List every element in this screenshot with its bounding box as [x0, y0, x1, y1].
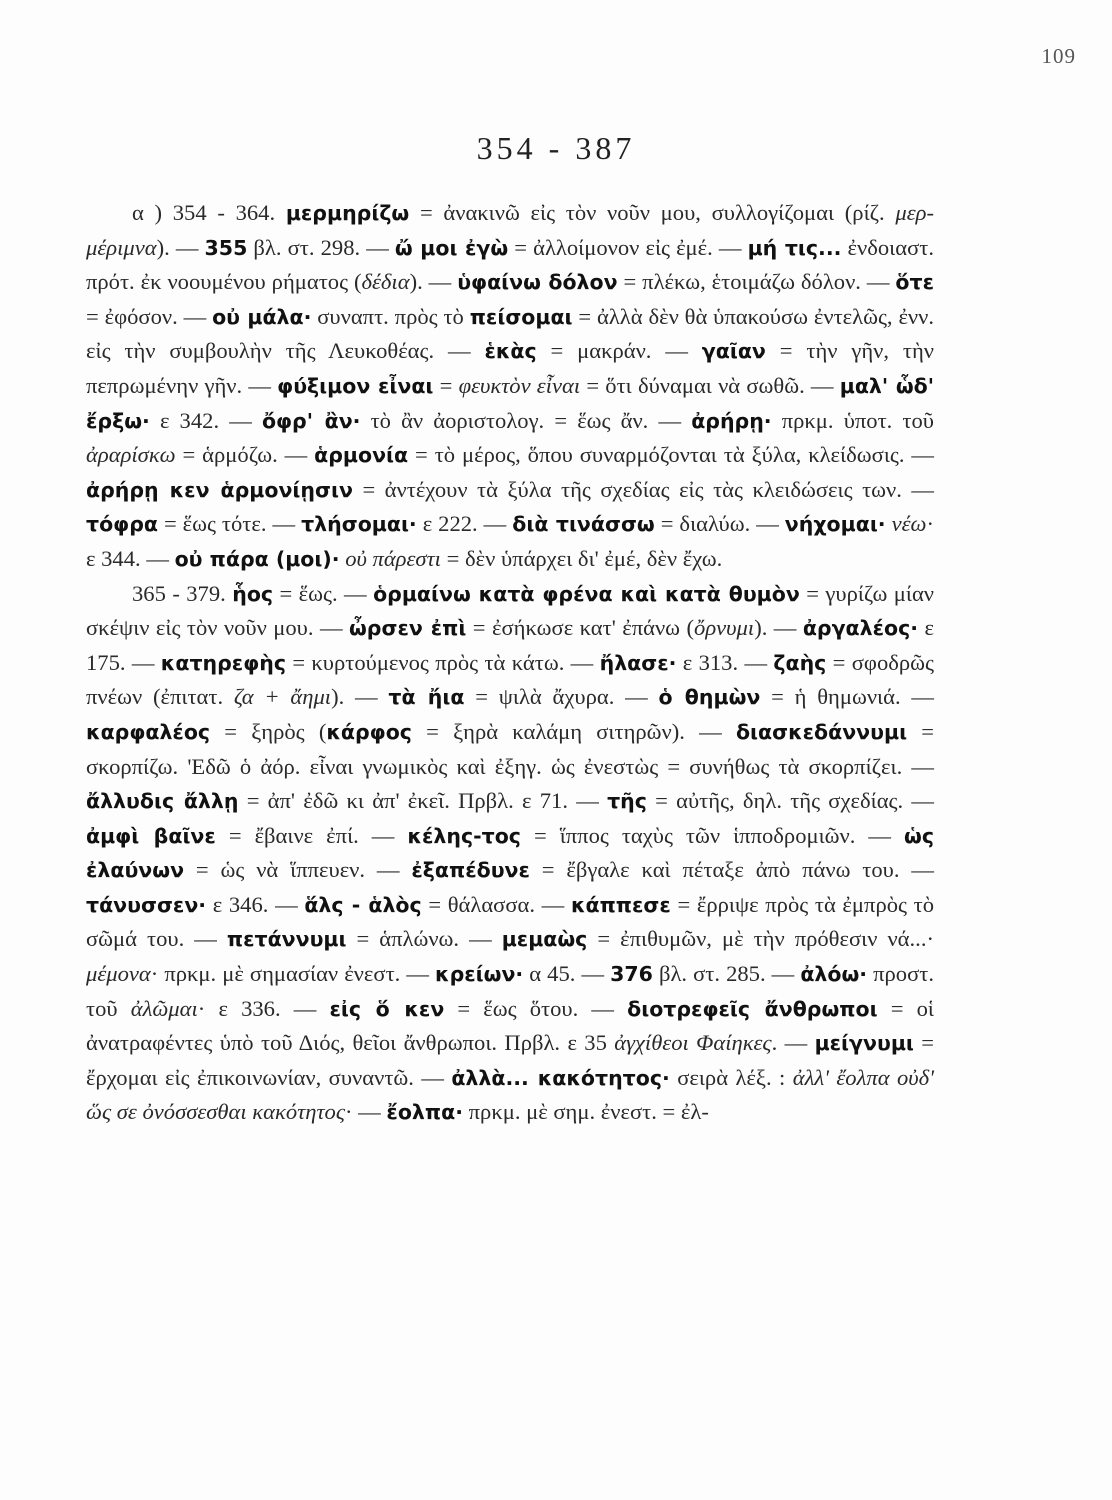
gloss-text: = — [433, 372, 459, 398]
gloss-text: τὸ ἂν ἀοριστολογ. = ἕως ἄν. — — [360, 407, 692, 433]
gloss-text: = ἔρριψε πρὸς τὰ ἐμπρὸς τὸ σῶμά του. — — [86, 891, 934, 952]
italic-form: μέμονα — [86, 961, 151, 987]
lemma-term: πείσομαι — [469, 304, 573, 329]
gloss-text: = ἀλλὰ δὲν θὰ ὑπακούσω ἐντελῶς, ἐνν. εἰς τὴν συμβουλὴν τῆς Λευκοθέας. — — [86, 303, 935, 364]
gloss-text: προστ. τοῦ — [86, 961, 934, 1021]
lemma-term: ἀλλὰ... κακότητος· — [451, 1065, 670, 1090]
lemma-term: μείγνυμι — [814, 1031, 914, 1056]
lemma-term: κάρφος — [326, 719, 412, 744]
italic-form: ζα + ἄημι — [233, 684, 332, 710]
gloss-text: = ἐφόσον. — — [86, 303, 213, 329]
gloss-text: = ξηρὰ καλάμη σιτηρῶν). — — [411, 718, 736, 744]
lemma-term: διὰ τινάσσω — [512, 512, 655, 537]
lemma-term: ζαὴς — [773, 650, 827, 675]
italic-form: ἀραρίσκω — [86, 442, 176, 468]
gloss-text: σειρὰ λέξ. : — [669, 1064, 793, 1090]
lemma-term: τλήσομαι· — [301, 512, 417, 537]
lemma-term: φύξιμον εἶναι — [277, 373, 434, 398]
lemma-term: τὰ ἤια — [388, 685, 465, 710]
gloss-text: πρκμ. ὑποτ. τοῦ — [771, 407, 934, 433]
gloss-text: · — — [345, 1099, 387, 1125]
gloss-text: · ε 344. — — [86, 511, 934, 571]
gloss-text: α ) 354 - 364. — [132, 200, 286, 225]
gloss-text: = θάλασσα. — — [421, 891, 571, 917]
italic-form: οὐ πάρεστι — [345, 545, 441, 571]
lemma-term: ὅτε — [895, 270, 934, 295]
gloss-text: = ἕως. — — [273, 580, 374, 606]
lemma-term: κέλης-τος — [407, 823, 521, 848]
gloss-text: = μακράν. — — [536, 338, 702, 364]
lemma-term: οὐ μάλα· — [212, 304, 312, 329]
lemma-term: ὦρσεν ἐπὶ — [348, 616, 467, 641]
italic-form: ἀγχίθεοι Φαίηκες — [614, 1030, 772, 1056]
gloss-text: = πλέκω, ἑτοιμάζω δόλον. — — [617, 269, 896, 295]
gloss-text: = διαλύω. — — [654, 511, 785, 537]
lemma-term: ὄφρ' ἂν· — [261, 408, 361, 433]
lemma-term: ἤλασε· — [599, 650, 677, 675]
gloss-text: πρκμ. μὲ σημ. ἐνεστ. = ἐλ- — [462, 1099, 709, 1125]
lemma-term: ὡς ἐλαύνων — [86, 823, 935, 883]
gloss-text: συναπτ. πρὸς τὸ — [311, 303, 470, 329]
gloss-text: = κυρτούμενος πρὸς τὰ κάτω. — — [286, 649, 600, 675]
gloss-text: = ἡ θημωνιά. — — [760, 684, 934, 710]
gloss-text: = ἵππος ταχὺς τῶν ἱπποδρομιῶν. — — [520, 822, 905, 848]
lemma-term: τόφρα — [86, 512, 158, 537]
lemma-term: ἀρήρῃ κεν ἁρμονίῃσιν — [86, 477, 353, 502]
lemma-term: καρφαλέος — [86, 719, 211, 744]
gloss-text: · ε 336. — — [197, 995, 330, 1021]
lemma-term: ἄλλυδις ἄλλῃ — [86, 789, 239, 814]
gloss-text: = ἀπ' ἐδῶ κι ἀπ' ἐκεῖ. Πρβλ. ε 71. — — [238, 788, 608, 814]
lemma-term: μή τις... — [747, 235, 842, 260]
gloss-text: = ἕως τότε. — — [157, 511, 302, 537]
lemma-term: κατηρεφὴς — [160, 650, 286, 675]
gloss-text: ). — — [331, 684, 389, 710]
gloss-text: = ἀνακινῶ εἰς τὸν νοῦν μου, συλλογίζομαι (ρίζ. — [409, 200, 896, 225]
commentary-paragraph-365-379 — [86, 577, 934, 1131]
gloss-text: ε 175. — — [86, 615, 934, 675]
gloss-text: ). — — [754, 615, 803, 641]
gloss-text: ε 342. — — [149, 407, 262, 433]
gloss-text: = γυρίζω μίαν σκέψιν εἰς τὸν νοῦν μου. — — [86, 580, 935, 641]
lemma-term: ὁρμαίνω κατὰ φρένα καὶ κατὰ θυμὸν — [373, 581, 800, 606]
lemma-term: ἁρμονία — [314, 443, 409, 468]
lemma-term: ὑφαίνω δόλον — [457, 270, 618, 295]
commentary-paragraph-354-364 — [86, 196, 934, 577]
lemma-term: ἀρήρῃ· — [691, 408, 772, 433]
gloss-text: = ἀλλοίμονον εἰς ἐμέ. — — [508, 234, 748, 260]
page-number: 109 — [1041, 44, 1076, 68]
lemma-term: κάππεσε — [570, 892, 671, 917]
gloss-text: = σφοδρῶς πνέων (ἐπιτατ. — [86, 649, 935, 710]
lemma-term: κρείων· — [435, 962, 524, 987]
gloss-text: ). — — [409, 269, 458, 295]
gloss-text: = οἱ ἀνατραφέντες ὑπὸ τοῦ Διός, θεῖοι ἄνθρωποι. Πρβλ. ε 35 — [86, 995, 934, 1056]
lemma-term: διοτρεφεῖς ἄνθρωποι — [627, 996, 878, 1021]
gloss-text: βλ. στ. 285. — — [652, 961, 801, 987]
lemma-term: οὐ πάρα (μοι)· — [174, 546, 340, 571]
italic-form: φευκτὸν εἶναι — [458, 372, 581, 398]
gloss-text: = τὸ μέρος, ὅπου συναρμόζονται τὰ ξύλα, κλείδωσις. — — [408, 442, 934, 468]
gloss-text: = ἔβαινε ἐπί. — — [215, 822, 408, 848]
lemma-term: γαῖαν — [701, 339, 766, 364]
italic-form: δέδια — [361, 269, 410, 295]
gloss-text: ε 346. — — [206, 891, 305, 917]
lemma-term: πετάννυμι — [226, 927, 347, 952]
lemma-term: διασκεδάννυμι — [735, 719, 908, 744]
gloss-text: · πρκμ. μὲ σημασίαν ἐνεστ. — — [150, 961, 435, 987]
commentary-body — [86, 196, 934, 1130]
gloss-text: . — — [771, 1030, 815, 1056]
gloss-text: α 45. — — [523, 961, 611, 987]
lemma-term: νήχομαι· — [784, 512, 886, 537]
gloss-text: = ἁρμόζω. — — [175, 442, 315, 468]
lemma-term: ἀργαλέος· — [802, 616, 919, 641]
lemma-term: μεμαὼς — [501, 927, 588, 952]
lemma-term: ἧος — [232, 581, 274, 606]
lemma-term: 355 — [204, 235, 248, 260]
italic-form: ἀλλ' ἔολπα οὐδ' ὥς σε ὀνόσσεσθαι κακότητος — [86, 1064, 934, 1125]
gloss-text: βλ. στ. 298. — — [247, 234, 395, 260]
gloss-text: = ξηρὸς ( — [210, 718, 327, 744]
lemma-term: ἀλόω· — [800, 962, 868, 987]
gloss-text: = ἁπλώνω. — — [346, 926, 502, 952]
lemma-term: μαλ' ὧδ' ἔρξω· — [86, 373, 935, 433]
lemma-term: ὁ θημὼν — [658, 685, 761, 710]
lemma-term: μερμηρίζω — [285, 201, 410, 225]
gloss-text: = ὡς νὰ ἵππευεν. — — [184, 857, 412, 883]
section-title: 354 - 387 — [476, 130, 636, 166]
lemma-term: ἐξαπέδυνε — [411, 858, 530, 883]
italic-form: ὄρνυμι — [694, 615, 755, 641]
lemma-term: ἀμφὶ βαῖνε — [86, 823, 216, 848]
gloss-text: = ὅτι δύναμαι νὰ σωθῶ. — — [580, 372, 840, 398]
lemma-term: ἑκὰς — [484, 339, 537, 364]
gloss-text: = ἕως ὅτου. — — [444, 995, 628, 1021]
lemma-term: εἰς ὅ κεν — [329, 996, 445, 1021]
italic-form: νέω — [891, 511, 927, 537]
gloss-text: = σκορπίζω. 'Εδῶ ὁ ἀόρ. εἶναι γνωμικὸς καὶ ἐξηγ. ὡς ἐνεστὼς = συνήθως τὰ σκορπίζει. — — [86, 718, 935, 779]
gloss-text: ε 313. — — [676, 649, 774, 675]
lemma-term: ἅλς - ἁλὸς — [304, 892, 422, 917]
gloss-text: 365 - 379. — [132, 580, 233, 606]
gloss-text: = δὲν ὑπάρχει δι' ἐμέ, δὲν ἔχω. — [440, 545, 723, 571]
lemma-term: τῆς — [607, 789, 647, 814]
italic-form: ἀλῶμαι — [130, 995, 198, 1021]
italic-form: μερ-μέριμνα — [86, 200, 934, 260]
gloss-text: = ἐπιθυμῶν, μὲ τὴν πρόθεσιν νά...· — [587, 926, 934, 952]
gloss-text: = ἔρχομαι εἰς ἐπικοινωνίαν, συναντῶ. — — [86, 1030, 934, 1090]
gloss-text: = ἀντέχουν τὰ ξύλα τῆς σχεδίας εἰς τὰς κλειδώσεις των. — — [352, 476, 934, 502]
gloss-text: ). — — [156, 234, 205, 260]
gloss-text: = ψιλὰ ἄχυρα. — — [464, 684, 659, 710]
gloss-text: ε 222. — — [416, 511, 513, 537]
gloss-text: = αὐτῆς, δηλ. τῆς σχεδίας. — — [646, 788, 934, 814]
lemma-term: τάνυσσεν· — [86, 892, 207, 917]
gloss-text: = τὴν γῆν, τὴν πεπρωμένην γῆν. — — [86, 338, 934, 398]
lemma-term: ὤ μοι ἐγὼ — [394, 235, 509, 260]
lemma-term: 376 — [610, 962, 653, 987]
gloss-text: = ἔβγαλε καὶ πέταξε ἀπὸ πάνω του. — — [529, 857, 934, 883]
gloss-text: = ἐσήκωσε κατ' ἐπάνω ( — [466, 615, 695, 641]
lemma-term: ἔολπα· — [386, 1100, 463, 1125]
gloss-text: ἐνδοιαστ. πρότ. ἐκ νοουμένου ρήματος ( — [86, 234, 934, 295]
